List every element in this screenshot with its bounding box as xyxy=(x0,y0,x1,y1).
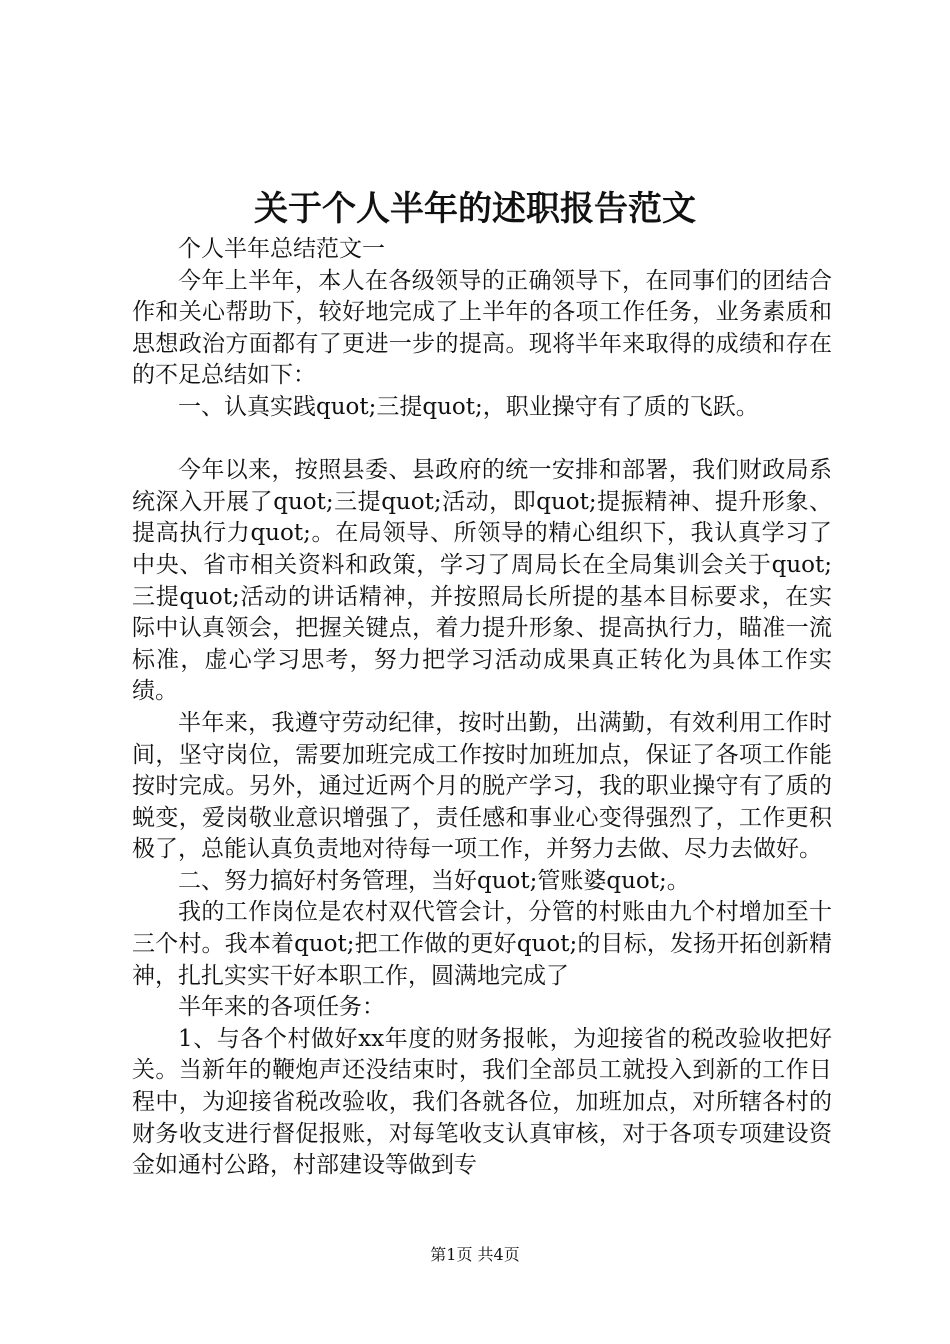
body-paragraph: 我的工作岗位是农村双代管会计，分管的村账由九个村增加至十三个村。我本着quot;把工作做的更好quot;的目标，发扬开拓创新精神，扎扎实实干好本职工作，圆满地完成了 xyxy=(132,899,832,989)
heading-one: 一、认真实践quot;三提quot;，职业操守有了质的飞跃。 xyxy=(178,393,759,420)
intro-paragraph: 今年上半年，本人在各级领导的正确领导下，在同事们的团结合作和关心帮助下，较好地完成了上半年的各项工作任务，业务素质和思想政治方面都有了更进一步的提高。现将半年来取得的成绩和存在的不足总结如下： xyxy=(132,267,832,389)
body-paragraph: 半年来的各项任务： xyxy=(178,994,385,1021)
document-title: 关于个人半年的述职报告范文 xyxy=(254,189,696,229)
blank-line xyxy=(132,424,832,456)
document-body xyxy=(132,234,832,1182)
body-paragraph: 今年以来，按照县委、县政府的统一安排和部署，我们财政局系统深入开展了quot;三提quot;活动，即quot;提振精神、提升形象、提高执行力quot;。在局领导、所领导的精心组织下，我认真学习了中央、省市相关资料和政策，学习了周局长在全局集训会关于quot;三提quot;活动的讲话精神，并按照局长所提的基本目标要求，在实际中认真领会，把握关键点，着力提升形象、提高执行力，瞄准一流标准，虚心学习思考，努力把学习活动成果真正转化为具体工作实绩。 xyxy=(132,457,832,705)
body-paragraph: 半年来，我遵守劳动纪律，按时出勤，出满勤，有效利用工作时间，坚守岗位，需要加班完成工作按时加班加点，保证了各项工作能按时完成。另外，通过近两个月的脱产学习，我的职业操守有了质的蜕变，爱岗敬业意识增强了，责任感和事业心变得强烈了，工作更积极了，总能认真负责地对待每一项工作，并努力去做、尽力去做好。 xyxy=(132,709,832,863)
heading-two: 二、努力搞好村务管理，当好quot;管账婆quot;。 xyxy=(178,867,690,894)
body-paragraph: 1、与各个村做好xx年度的财务报帐，为迎接省的税改验收把好关。当新年的鞭炮声还没结束时，我们全部员工就投入到新的工作日程中，为迎接省税改验收，我们各就各位，加班加点，对所辖各村的财务收支进行督促报账，对每笔收支认真审核，对于各项专项建设资金如通村公路，村部建设等做到专 xyxy=(132,1025,832,1179)
section-subtitle: 个人半年总结范文一 xyxy=(178,236,385,262)
page-footer: 第1页 共4页 xyxy=(430,1245,520,1264)
